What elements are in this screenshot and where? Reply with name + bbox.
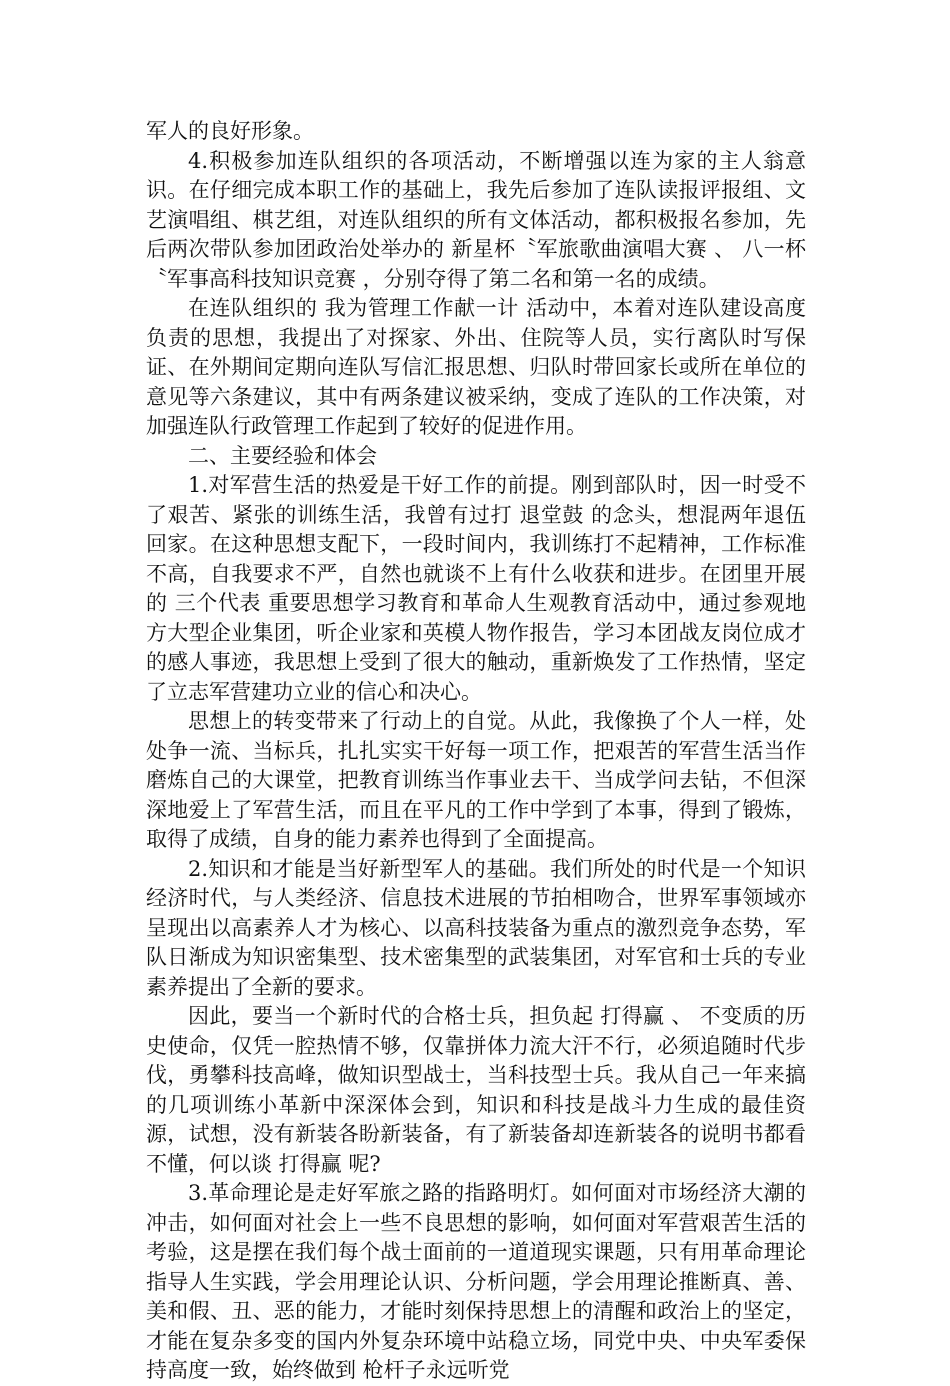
paragraph-knowledge: 2.知识和才能是当好新型军人的基础。我们所处的时代是一个知识经济时代，与人类经济、信息技术进展的节拍相吻合，世界军事领域亦呈现出以高素养人才为核心、以高科技装备为重点的激烈竞争态势，军队日渐成为知识密集型、技术密集型的武装集团，对军官和士兵的专业素养提出了全新的要求。 [146,856,806,999]
paragraph-love-military-life: 1.对军营生活的热爱是干好工作的前提。刚到部队时，因一时受不了艰苦、紧张的训练生活，我曾有过打 退堂鼓 的念头，想混两年退伍回家。在这种思想支配下，一段时间内，我训练打不起精神，工作标准不高，自我要求不严，自然也就谈不上有什么收获和进步。在团里开展的 三个代表 重要思想学习教育和革命人生观教育活动中，通过参观地方大型企业集团，听企业家和英模人物作报告，学习本团战友岗位成才的感人事迹，我思想上受到了很大的触动，重新焕发了工作热情，坚定了立志军营建功立业的信心和决心。 [146,473,806,704]
section-heading: 二、主要经验和体会 [188,443,377,468]
paragraph-thought-change: 思想上的转变带来了行动上的自觉。从此，我像换了个人一样，处处争一流、当标兵，扎扎实实干好每一项工作，把艰苦的军营生活当作磨炼自己的大课堂，把教育训练当作事业去干、当成学问去钻，不但深深地爱上了军营生活，而且在平凡的工作中学到了本事，得到了锻炼，取得了成绩，自身的能力素养也得到了全面提高。 [146,709,806,851]
paragraph-revolutionary-theory: 3.革命理论是走好军旅之路的指路明灯。如何面对市场经济大潮的冲击，如何面对社会上一些不良思想的影响，如何面对军营艰苦生活的考验，这是摆在我们每个战士面前的一道道现实课题，只有用革命理论指导人生实践，学会用理论认识、分析问题，学会用理论推断真、善、美和假、丑、恶的能力，才能时刻保持思想上的清醒和政治上的坚定，才能在复杂多变的国内外复杂环境中站稳立场，同党中央、中央军委保持高度一致，始终做到 枪杆子永远听党 [146,1181,806,1382]
paragraph-suggestions: 在连队组织的 我为管理工作献一计 活动中，本着对连队建设高度负责的思想，我提出了对探家、外出、住院等人员，实行离队时写保证、在外期间定期向连队写信汇报思想、归队时带回家长或所在单位的意见等六条建议，其中有两条建议被采纳，变成了连队的工作决策，对加强连队行政管理工作起到了较好的促进作用。 [146,296,806,438]
paragraph-continuation: 军人的良好形象。 [146,119,314,143]
document-page [146,117,806,1386]
paragraph-activities: 4.积极参加连队组织的各项活动，不断增强以连为家的主人翁意识。在仔细完成本职工作的基础上，我先后参加了连队读报评报组、文艺演唱组、棋艺组，对连队组织的所有文体活动，都积极报名参加，先后两次带队参加团政治处举办的 新星杯〝军旅歌曲演唱大赛 、 八一杯〝军事高科技知识竞赛 ，分别夺得了第二名和第一名的成绩。 [146,148,806,291]
paragraph-qualified-soldier: 因此，要当一个新时代的合格士兵，担负起 打得赢 、 不变质的历史使命，仅凭一腔热情不够，仅靠拼体力流大汗不行，必须追随时代步伐，勇攀科技高峰，做知识型战士，当科技型士兵。我从自己一年来搞的几项训练小革新中深深体会到，知识和科技是战斗力生成的最佳资源，试想，没有新装各盼新装备，有了新装备却连新装各的说明书都看不懂，何以谈 打得赢 呢? [146,1004,806,1176]
